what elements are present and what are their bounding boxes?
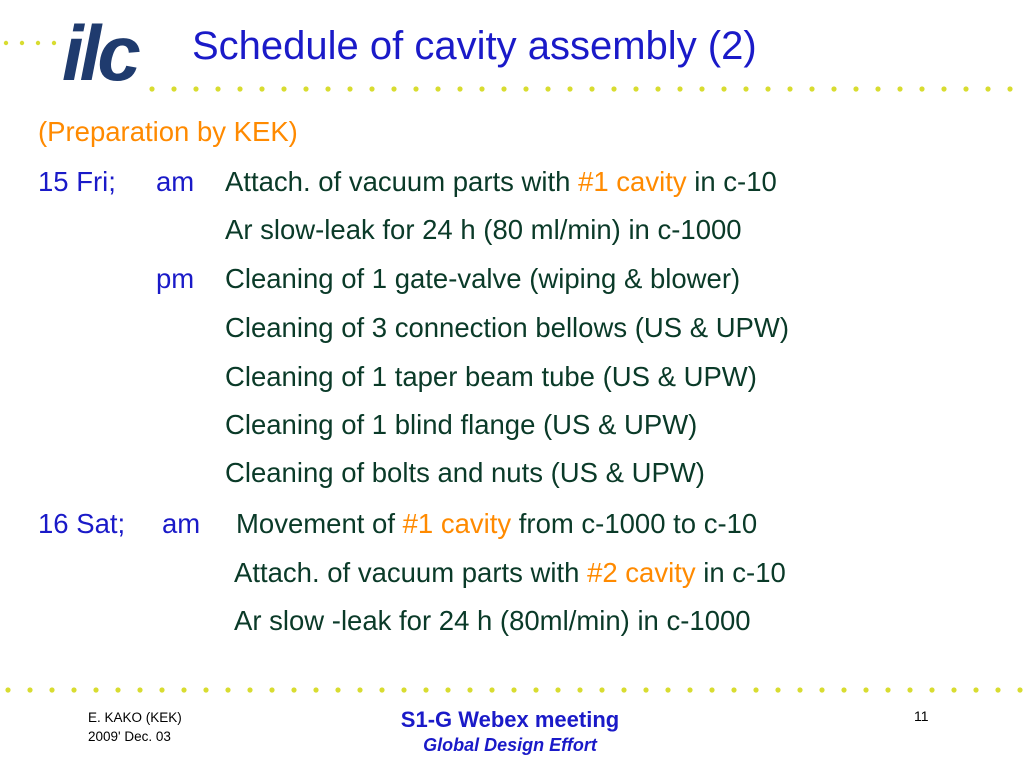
schedule-line-2: Ar slow-leak for 24 h (80 ml/min) in c-1000 <box>225 214 742 245</box>
footer-organization: Global Design Effort <box>423 735 597 755</box>
line-8-cavity-number: #1 <box>402 508 434 539</box>
line-1-pre: Attach. of vacuum parts with <box>225 166 579 197</box>
line-1-cavity-word: cavity <box>608 166 687 197</box>
footer-center-block <box>0 707 1024 756</box>
page-number: 11 <box>914 708 929 724</box>
subtitle <box>38 116 298 148</box>
line-8-post: from c-1000 to c-10 <box>511 508 758 539</box>
footer-meeting: S1-G Webex meeting <box>400 707 620 732</box>
schedule-line-5: Cleaning of 1 taper beam tube (US & UPW) <box>225 361 757 392</box>
line-9-cavity-word: cavity <box>617 557 696 588</box>
schedule-line-8 <box>236 508 757 540</box>
ilc-logo-text: ilc <box>62 14 137 92</box>
decorative-dots-bottom <box>0 685 1024 695</box>
time-label-am: am <box>156 166 195 197</box>
slide-title: Schedule of cavity assembly (2) <box>192 24 757 68</box>
line-8-pre: Movement of <box>236 508 403 539</box>
line-1-post: in c-10 <box>686 166 777 197</box>
footer-date: 2009' Dec. 03 <box>88 729 171 744</box>
line-9-cavity-number: #2 <box>587 557 618 588</box>
line-8-cavity-word: cavity <box>433 508 512 539</box>
schedule-line-4: Cleaning of 3 connection bellows (US & UPW) <box>225 312 790 343</box>
time-label-sat-am: am <box>162 508 201 539</box>
decorative-dots-top-left <box>0 38 70 48</box>
schedule-line-10: Ar slow -leak for 24 h (80ml/min) in c-1000 <box>234 605 751 636</box>
subtitle-text: (Preparation by KEK) <box>38 116 298 147</box>
day-label-sat: 16 Sat; <box>38 508 126 539</box>
time-label-pm: pm <box>156 263 195 294</box>
line-9-pre: Attach. of vacuum parts with <box>234 557 588 588</box>
schedule-line-3: Cleaning of 1 gate-valve (wiping & blower) <box>225 263 741 294</box>
schedule-line-9 <box>234 557 786 589</box>
ilc-logo <box>62 14 142 92</box>
schedule-line-1 <box>225 166 777 198</box>
schedule-line-7: Cleaning of bolts and nuts (US & UPW) <box>225 457 705 488</box>
line-1-cavity-number: #1 <box>578 166 609 197</box>
day-label-fri: 15 Fri; <box>38 166 116 197</box>
footer-author: E. KAKO (KEK) <box>88 710 182 725</box>
line-9-post: in c-10 <box>695 557 786 588</box>
schedule-line-6: Cleaning of 1 blind flange (US & UPW) <box>225 409 698 440</box>
decorative-dots-top <box>0 84 1024 94</box>
